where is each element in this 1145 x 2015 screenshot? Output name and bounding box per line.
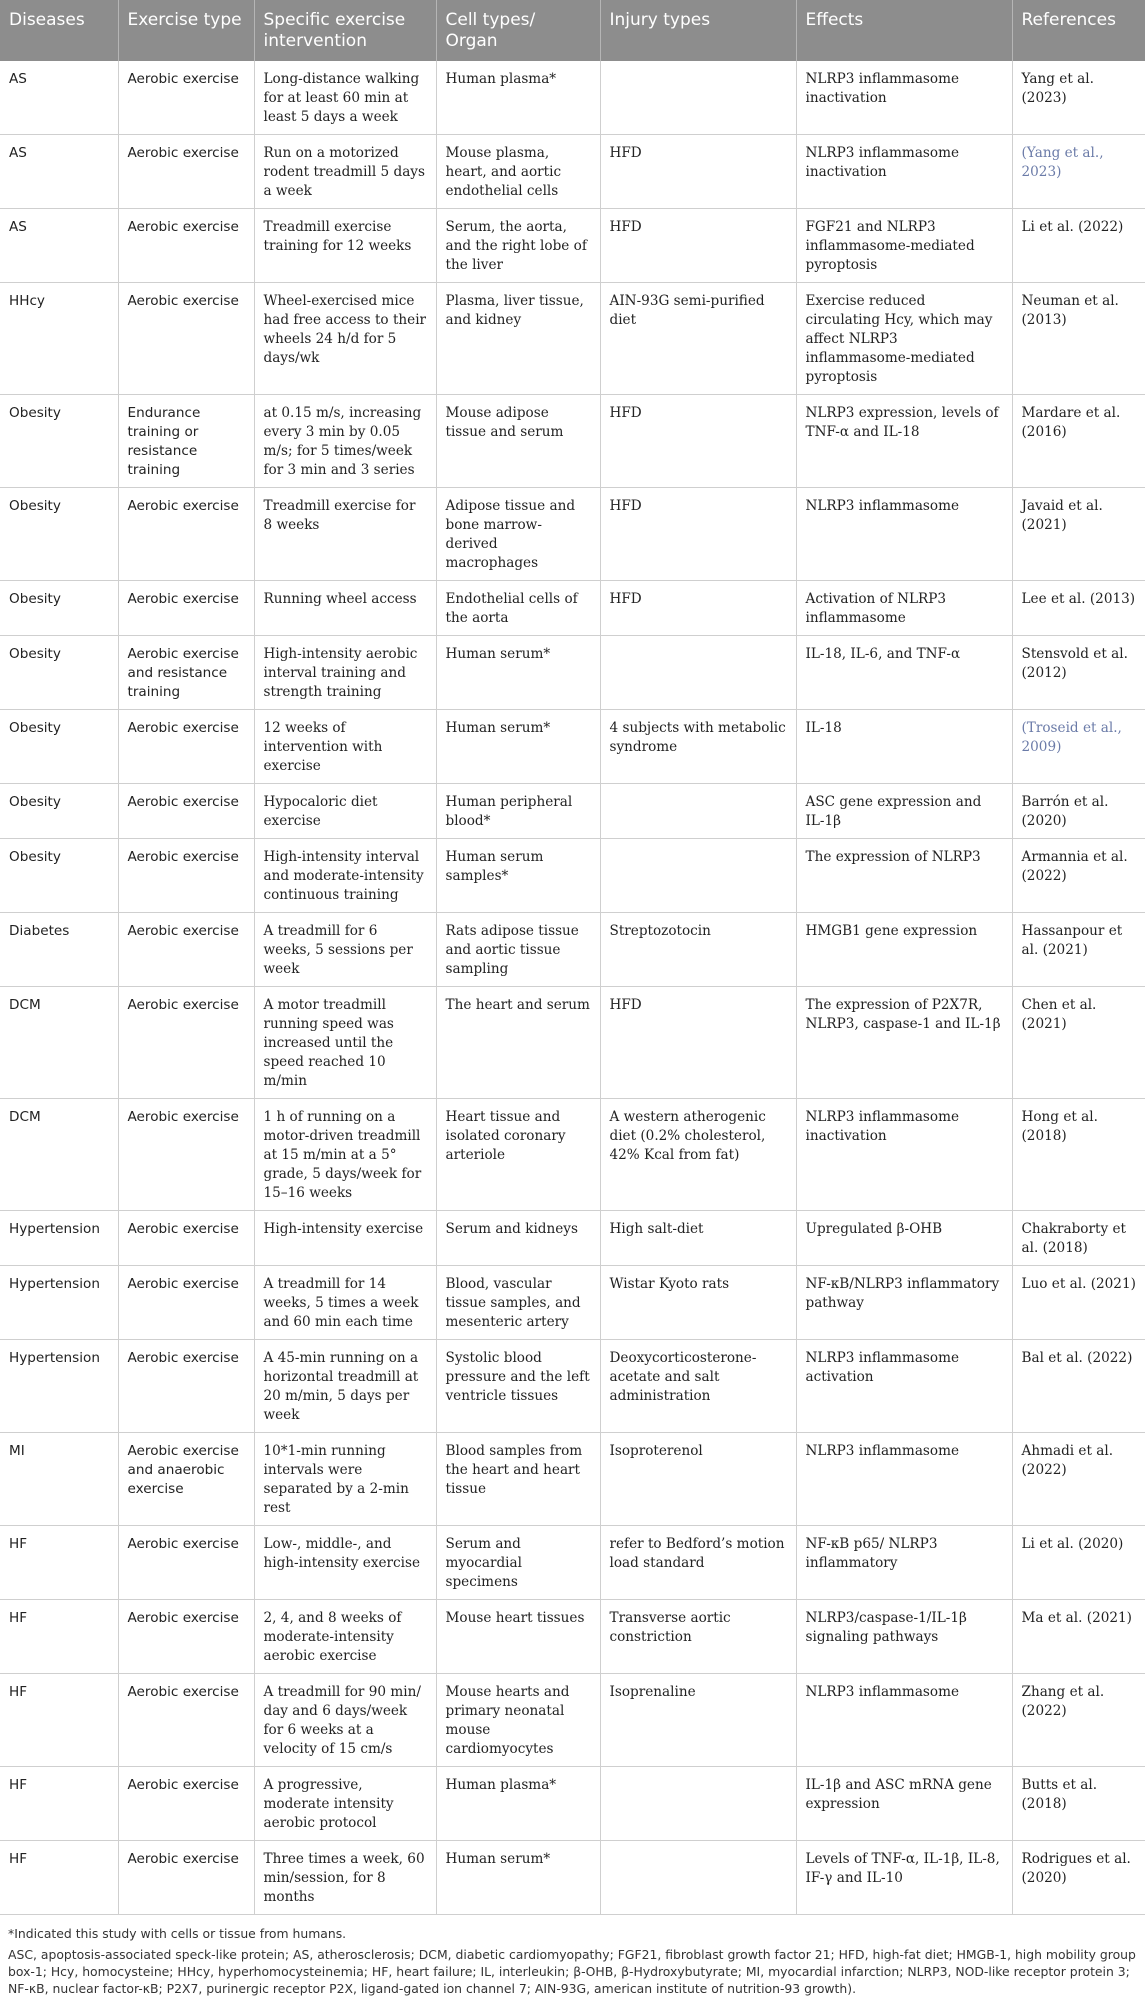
cell-type-cell: Plasma, liver tissue, and kidney [436, 283, 600, 395]
exercise-type-cell: Aerobic exercise [118, 1600, 254, 1674]
reference-cell[interactable]: Bal et al. (2022) [1012, 1340, 1145, 1433]
exercise-type-cell: Aerobic exercise [118, 61, 254, 135]
effects-cell: Activation of NLRP3 inflammasome [796, 581, 1012, 636]
exercise-type-cell: Aerobic exercise [118, 1767, 254, 1841]
cell-type-cell: Rats adipose tissue and aortic tissue sampling [436, 913, 600, 987]
intervention-cell: A treadmill for 90 min/ day and 6 days/week for 6 weeks at a velocity of 15 cm/s [254, 1674, 436, 1767]
table-row [0, 581, 1145, 636]
injury-type-cell: HFD [600, 135, 796, 209]
reference-cell[interactable]: Barrón et al. (2020) [1012, 784, 1145, 839]
intervention-cell: A motor treadmill running speed was increased until the speed reached 10 m/min [254, 987, 436, 1099]
reference-cell[interactable]: (Troseid et al., 2009) [1012, 710, 1145, 784]
reference-cell[interactable]: Javaid et al. (2021) [1012, 488, 1145, 581]
header-cell-types: Cell types/ Organ [436, 0, 600, 61]
cell-type-cell: Mouse hearts and primary neonatal mouse cardiomyocytes [436, 1674, 600, 1767]
disease-cell: HF [0, 1600, 118, 1674]
cell-type-cell: Blood samples from the heart and heart tissue [436, 1433, 600, 1526]
intervention-cell: 1 h of running on a motor-driven treadmill at 15 m/min at a 5° grade, 5 days/week for 15–16 weeks [254, 1099, 436, 1211]
injury-type-cell: HFD [600, 209, 796, 283]
table-row [0, 1600, 1145, 1674]
table-row [0, 209, 1145, 283]
injury-type-cell [600, 636, 796, 710]
cell-type-cell: Heart tissue and isolated coronary arteriole [436, 1099, 600, 1211]
disease-cell: MI [0, 1433, 118, 1526]
table-row [0, 987, 1145, 1099]
intervention-cell: Running wheel access [254, 581, 436, 636]
cell-type-cell: Adipose tissue and bone marrow-derived macrophages [436, 488, 600, 581]
injury-type-cell: HFD [600, 395, 796, 488]
cell-type-cell: Blood, vascular tissue samples, and mesenteric artery [436, 1266, 600, 1340]
exercise-type-cell: Aerobic exercise [118, 1211, 254, 1266]
disease-cell: AS [0, 135, 118, 209]
disease-cell: Hypertension [0, 1211, 118, 1266]
table-row [0, 61, 1145, 135]
exercise-type-cell: Aerobic exercise [118, 913, 254, 987]
exercise-type-cell: Aerobic exercise [118, 488, 254, 581]
table-row [0, 395, 1145, 488]
disease-cell: Obesity [0, 710, 118, 784]
intervention-cell: A progressive, moderate intensity aerobic protocol [254, 1767, 436, 1841]
exercise-type-cell: Aerobic exercise [118, 283, 254, 395]
effects-cell: The expression of P2X7R, NLRP3, caspase-1 and IL-1β [796, 987, 1012, 1099]
disease-cell: HF [0, 1841, 118, 1915]
table-row [0, 1674, 1145, 1767]
injury-type-cell: HFD [600, 581, 796, 636]
intervention-cell: Treadmill exercise training for 12 weeks [254, 209, 436, 283]
reference-cell[interactable]: Li et al. (2022) [1012, 209, 1145, 283]
intervention-cell: 12 weeks of intervention with exercise [254, 710, 436, 784]
reference-cell[interactable]: Mardare et al. (2016) [1012, 395, 1145, 488]
intervention-cell: High-intensity exercise [254, 1211, 436, 1266]
table-row [0, 913, 1145, 987]
exercise-type-cell: Aerobic exercise [118, 784, 254, 839]
cell-type-cell: Serum and myocardial specimens [436, 1526, 600, 1600]
exercise-type-cell: Aerobic exercise [118, 987, 254, 1099]
table-footnote [0, 1915, 1145, 1997]
cell-type-cell: Human plasma* [436, 1767, 600, 1841]
intervention-cell: Wheel-exercised mice had free access to their wheels 24 h/d for 5 days/wk [254, 283, 436, 395]
effects-cell: NLRP3 inflammasome inactivation [796, 135, 1012, 209]
disease-cell: AS [0, 209, 118, 283]
intervention-cell: A treadmill for 6 weeks, 5 sessions per week [254, 913, 436, 987]
header-injury-types: Injury types [600, 0, 796, 61]
table-row [0, 1211, 1145, 1266]
reference-cell[interactable]: Ma et al. (2021) [1012, 1600, 1145, 1674]
disease-cell: HHcy [0, 283, 118, 395]
exercise-type-cell: Aerobic exercise [118, 1841, 254, 1915]
reference-cell[interactable]: Neuman et al. (2013) [1012, 283, 1145, 395]
exercise-type-cell: Aerobic exercise [118, 1266, 254, 1340]
table-row [0, 135, 1145, 209]
header-effects: Effects [796, 0, 1012, 61]
table-row [0, 710, 1145, 784]
effects-cell: HMGB1 gene expression [796, 913, 1012, 987]
injury-type-cell [600, 1841, 796, 1915]
table-row [0, 784, 1145, 839]
table-row [0, 1526, 1145, 1600]
reference-cell[interactable]: Lee et al. (2013) [1012, 581, 1145, 636]
cell-type-cell: Human serum samples* [436, 839, 600, 913]
table-row [0, 1433, 1145, 1526]
injury-type-cell: Isoprenaline [600, 1674, 796, 1767]
effects-cell: Exercise reduced circulating Hcy, which may affect NLRP3 inflammasome-mediated pyroptosis [796, 283, 1012, 395]
injury-type-cell: Transverse aortic constriction [600, 1600, 796, 1674]
cell-type-cell: Human peripheral blood* [436, 784, 600, 839]
effects-cell: NLRP3 inflammasome [796, 1674, 1012, 1767]
disease-cell: Hypertension [0, 1266, 118, 1340]
disease-cell: HF [0, 1674, 118, 1767]
effects-cell: Upregulated β-OHB [796, 1211, 1012, 1266]
exercise-type-cell: Endurance training or resistance training [118, 395, 254, 488]
injury-type-cell [600, 61, 796, 135]
effects-cell: IL-18, IL-6, and TNF-α [796, 636, 1012, 710]
reference-cell[interactable]: Zhang et al. (2022) [1012, 1674, 1145, 1767]
injury-type-cell: Streptozotocin [600, 913, 796, 987]
injury-type-cell: Wistar Kyoto rats [600, 1266, 796, 1340]
intervention-cell: 2, 4, and 8 weeks of moderate-intensity aerobic exercise [254, 1600, 436, 1674]
exercise-type-cell: Aerobic exercise [118, 1099, 254, 1211]
disease-cell: AS [0, 61, 118, 135]
table-row [0, 1340, 1145, 1433]
table-row [0, 1841, 1145, 1915]
effects-cell: NLRP3 inflammasome inactivation [796, 1099, 1012, 1211]
exercise-type-cell: Aerobic exercise [118, 1674, 254, 1767]
table-row [0, 488, 1145, 581]
disease-cell: Diabetes [0, 913, 118, 987]
cell-type-cell: Mouse plasma, heart, and aortic endothelial cells [436, 135, 600, 209]
effects-cell: NLRP3/caspase-1/IL-1β signaling pathways [796, 1600, 1012, 1674]
intervention-cell: Hypocaloric diet exercise [254, 784, 436, 839]
header-diseases: Diseases [0, 0, 118, 61]
header-row [0, 0, 1145, 61]
disease-cell: Obesity [0, 488, 118, 581]
table-row [0, 636, 1145, 710]
effects-cell: Levels of TNF-α, IL-1β, IL-8, IF-γ and IL-10 [796, 1841, 1012, 1915]
disease-cell: HF [0, 1526, 118, 1600]
exercise-type-cell: Aerobic exercise [118, 209, 254, 283]
reference-cell[interactable]: Ahmadi et al. (2022) [1012, 1433, 1145, 1526]
effects-cell: NLRP3 inflammasome activation [796, 1340, 1012, 1433]
effects-cell: NF-κB p65/ NLRP3 inflammatory [796, 1526, 1012, 1600]
table-row [0, 839, 1145, 913]
table-row [0, 1099, 1145, 1211]
effects-cell: NLRP3 expression, levels of TNF-α and IL-18 [796, 395, 1012, 488]
reference-cell[interactable]: Armannia et al. (2022) [1012, 839, 1145, 913]
reference-cell[interactable]: (Yang et al., 2023) [1012, 135, 1145, 209]
intervention-cell: 10*1-min running intervals were separated by a 2-min rest [254, 1433, 436, 1526]
table-row [0, 283, 1145, 395]
exercise-type-cell: Aerobic exercise [118, 135, 254, 209]
table-body [0, 61, 1145, 1915]
reference-cell[interactable]: Li et al. (2020) [1012, 1526, 1145, 1600]
intervention-cell: High-intensity aerobic interval training and strength training [254, 636, 436, 710]
table-row [0, 1266, 1145, 1340]
disease-cell: DCM [0, 1099, 118, 1211]
header-exercise-type: Exercise type [118, 0, 254, 61]
reference-cell[interactable]: Hassanpour et al. (2021) [1012, 913, 1145, 987]
intervention-cell: Three times a week, 60 min/session, for 8 months [254, 1841, 436, 1915]
injury-type-cell: Deoxycorticosterone-acetate and salt administration [600, 1340, 796, 1433]
injury-type-cell: Isoproterenol [600, 1433, 796, 1526]
disease-cell: DCM [0, 987, 118, 1099]
disease-cell: Obesity [0, 784, 118, 839]
footnote-asterisk: *Indicated this study with cells or tissue from humans. [8, 1926, 347, 1941]
header-specific-intervention: Specific exercise intervention [254, 0, 436, 61]
cell-type-cell: Human serum* [436, 710, 600, 784]
exercise-type-cell: Aerobic exercise and resistance training [118, 636, 254, 710]
effects-cell: NLRP3 inflammasome inactivation [796, 61, 1012, 135]
intervention-cell: Treadmill exercise for 8 weeks [254, 488, 436, 581]
disease-cell: Obesity [0, 581, 118, 636]
cell-type-cell: Systolic blood pressure and the left ventricle tissues [436, 1340, 600, 1433]
intervention-cell: A treadmill for 14 weeks, 5 times a week and 60 min each time [254, 1266, 436, 1340]
disease-cell: Obesity [0, 395, 118, 488]
exercise-type-cell: Aerobic exercise [118, 710, 254, 784]
table-row [0, 1767, 1145, 1841]
reference-cell[interactable]: Chakraborty et al. (2018) [1012, 1211, 1145, 1266]
disease-cell: HF [0, 1767, 118, 1841]
reference-cell[interactable]: Rodrigues et al. (2020) [1012, 1841, 1145, 1915]
disease-cell: Obesity [0, 839, 118, 913]
intervention-cell: High-intensity interval and moderate-intensity continuous training [254, 839, 436, 913]
injury-type-cell: HFD [600, 488, 796, 581]
injury-type-cell [600, 784, 796, 839]
cell-type-cell: Serum and kidneys [436, 1211, 600, 1266]
injury-type-cell: HFD [600, 987, 796, 1099]
cell-type-cell: Endothelial cells of the aorta [436, 581, 600, 636]
effects-cell: NLRP3 inflammasome [796, 1433, 1012, 1526]
injury-type-cell: 4 subjects with metabolic syndrome [600, 710, 796, 784]
exercise-type-cell: Aerobic exercise [118, 1340, 254, 1433]
intervention-cell: Low-, middle-, and high-intensity exercise [254, 1526, 436, 1600]
injury-type-cell: High salt-diet [600, 1211, 796, 1266]
disease-cell: Obesity [0, 636, 118, 710]
exercise-type-cell: Aerobic exercise [118, 581, 254, 636]
intervention-cell: Long-distance walking for at least 60 min at least 5 days a week [254, 61, 436, 135]
injury-type-cell: refer to Bedford’s motion load standard [600, 1526, 796, 1600]
effects-cell: The expression of NLRP3 [796, 839, 1012, 913]
effects-cell: NF-κB/NLRP3 inflammatory pathway [796, 1266, 1012, 1340]
intervention-cell: at 0.15 m/s, increasing every 3 min by 0.05 m/s; for 5 times/week for 3 min and 3 series [254, 395, 436, 488]
footnote-abbreviations: ASC, apoptosis-associated speck-like protein; AS, atherosclerosis; DCM, diabetic cardiomyopathy; FGF21, fibroblast growth factor 21; HFD, high-fat diet; HMGB-1, high mobility group box-1; Hcy, homocysteine; HHcy, hyperhomocysteinemia; HF, heart failure; IL, interleukin; β-OHB, β-Hydroxybutyrate; MI, myocardial infarction; NLRP3, NOD-like receptor protein 3; NF-κB, nuclear factor-κB; P2X7, purinergic receptor P2X, ligand-gated ion channel 7; AIN-93G, american institute of nutrition-93 growth). [8, 1947, 1136, 1996]
cell-type-cell: Serum, the aorta, and the right lobe of the liver [436, 209, 600, 283]
cell-type-cell: The heart and serum [436, 987, 600, 1099]
injury-type-cell: A western atherogenic diet (0.2% cholesterol, 42% Kcal from fat) [600, 1099, 796, 1211]
injury-type-cell [600, 1767, 796, 1841]
injury-type-cell [600, 839, 796, 913]
reference-cell[interactable]: Luo et al. (2021) [1012, 1266, 1145, 1340]
injury-type-cell: AIN-93G semi-purified diet [600, 283, 796, 395]
reference-cell[interactable]: Butts et al. (2018) [1012, 1767, 1145, 1841]
effects-cell: IL-1β and ASC mRNA gene expression [796, 1767, 1012, 1841]
header-references: References [1012, 0, 1145, 61]
exercise-type-cell: Aerobic exercise and anaerobic exercise [118, 1433, 254, 1526]
intervention-cell: Run on a motorized rodent treadmill 5 days a week [254, 135, 436, 209]
effects-cell: IL-18 [796, 710, 1012, 784]
exercise-type-cell: Aerobic exercise [118, 839, 254, 913]
effects-cell: NLRP3 inflammasome [796, 488, 1012, 581]
effects-cell: ASC gene expression and IL-1β [796, 784, 1012, 839]
reference-cell[interactable]: Chen et al. (2021) [1012, 987, 1145, 1099]
cell-type-cell: Mouse heart tissues [436, 1600, 600, 1674]
cell-type-cell: Human plasma* [436, 61, 600, 135]
cell-type-cell: Mouse adipose tissue and serum [436, 395, 600, 488]
disease-cell: Hypertension [0, 1340, 118, 1433]
table-header [0, 0, 1145, 61]
exercise-type-cell: Aerobic exercise [118, 1526, 254, 1600]
intervention-cell: A 45-min running on a horizontal treadmill at 20 m/min, 5 days per week [254, 1340, 436, 1433]
effects-cell: FGF21 and NLRP3 inflammasome-mediated pyroptosis [796, 209, 1012, 283]
reference-cell[interactable]: Stensvold et al. (2012) [1012, 636, 1145, 710]
reference-cell[interactable]: Yang et al. (2023) [1012, 61, 1145, 135]
cell-type-cell: Human serum* [436, 1841, 600, 1915]
cell-type-cell: Human serum* [436, 636, 600, 710]
reference-cell[interactable]: Hong et al. (2018) [1012, 1099, 1145, 1211]
